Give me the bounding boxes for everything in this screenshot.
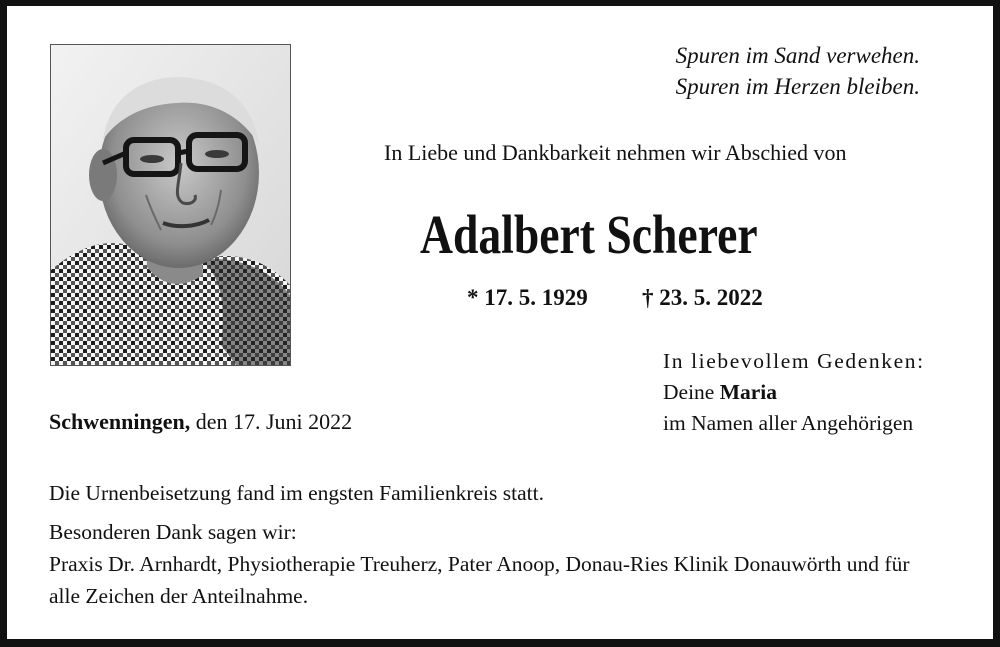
deceased-name: Adalbert Scherer [420,204,758,265]
motto-line-2: Spuren im Herzen bleiben. [675,74,920,99]
motto-line-1: Spuren im Sand verwehen. [675,43,920,68]
portrait-photo-image [51,45,290,365]
portrait-photo [50,44,291,366]
memory-from-prefix: Deine [663,380,715,404]
place-date [49,409,352,435]
farewell-intro: In Liebe und Dankbarkeit nehmen wir Abschied von [384,140,847,165]
death-date: † 23. 5. 2022 [642,285,763,310]
memory-heading: In liebevollem Gedenken: [663,349,925,373]
thanks-line-2: alle Zeichen der Anteilnahme. [49,584,309,608]
burial-statement: Die Urnenbeisetzung fand im engsten Familienkreis statt. [49,481,544,505]
thanks-line-1: Praxis Dr. Arnhardt, Physiotherapie Treuherz, Pater Anoop, Donau-Ries Klinik Donauwörth und für [49,552,910,576]
date: den 17. Juni 2022 [195,409,353,434]
memory-family: im Namen aller Angehörigen [663,411,914,435]
place: Schwenningen, [49,409,191,434]
memory-from [663,377,777,408]
thanks-heading: Besonderen Dank sagen wir: [49,520,297,544]
memory-from-name: Maria [719,380,778,404]
birth-date: * 17. 5. 1929 [467,285,588,310]
